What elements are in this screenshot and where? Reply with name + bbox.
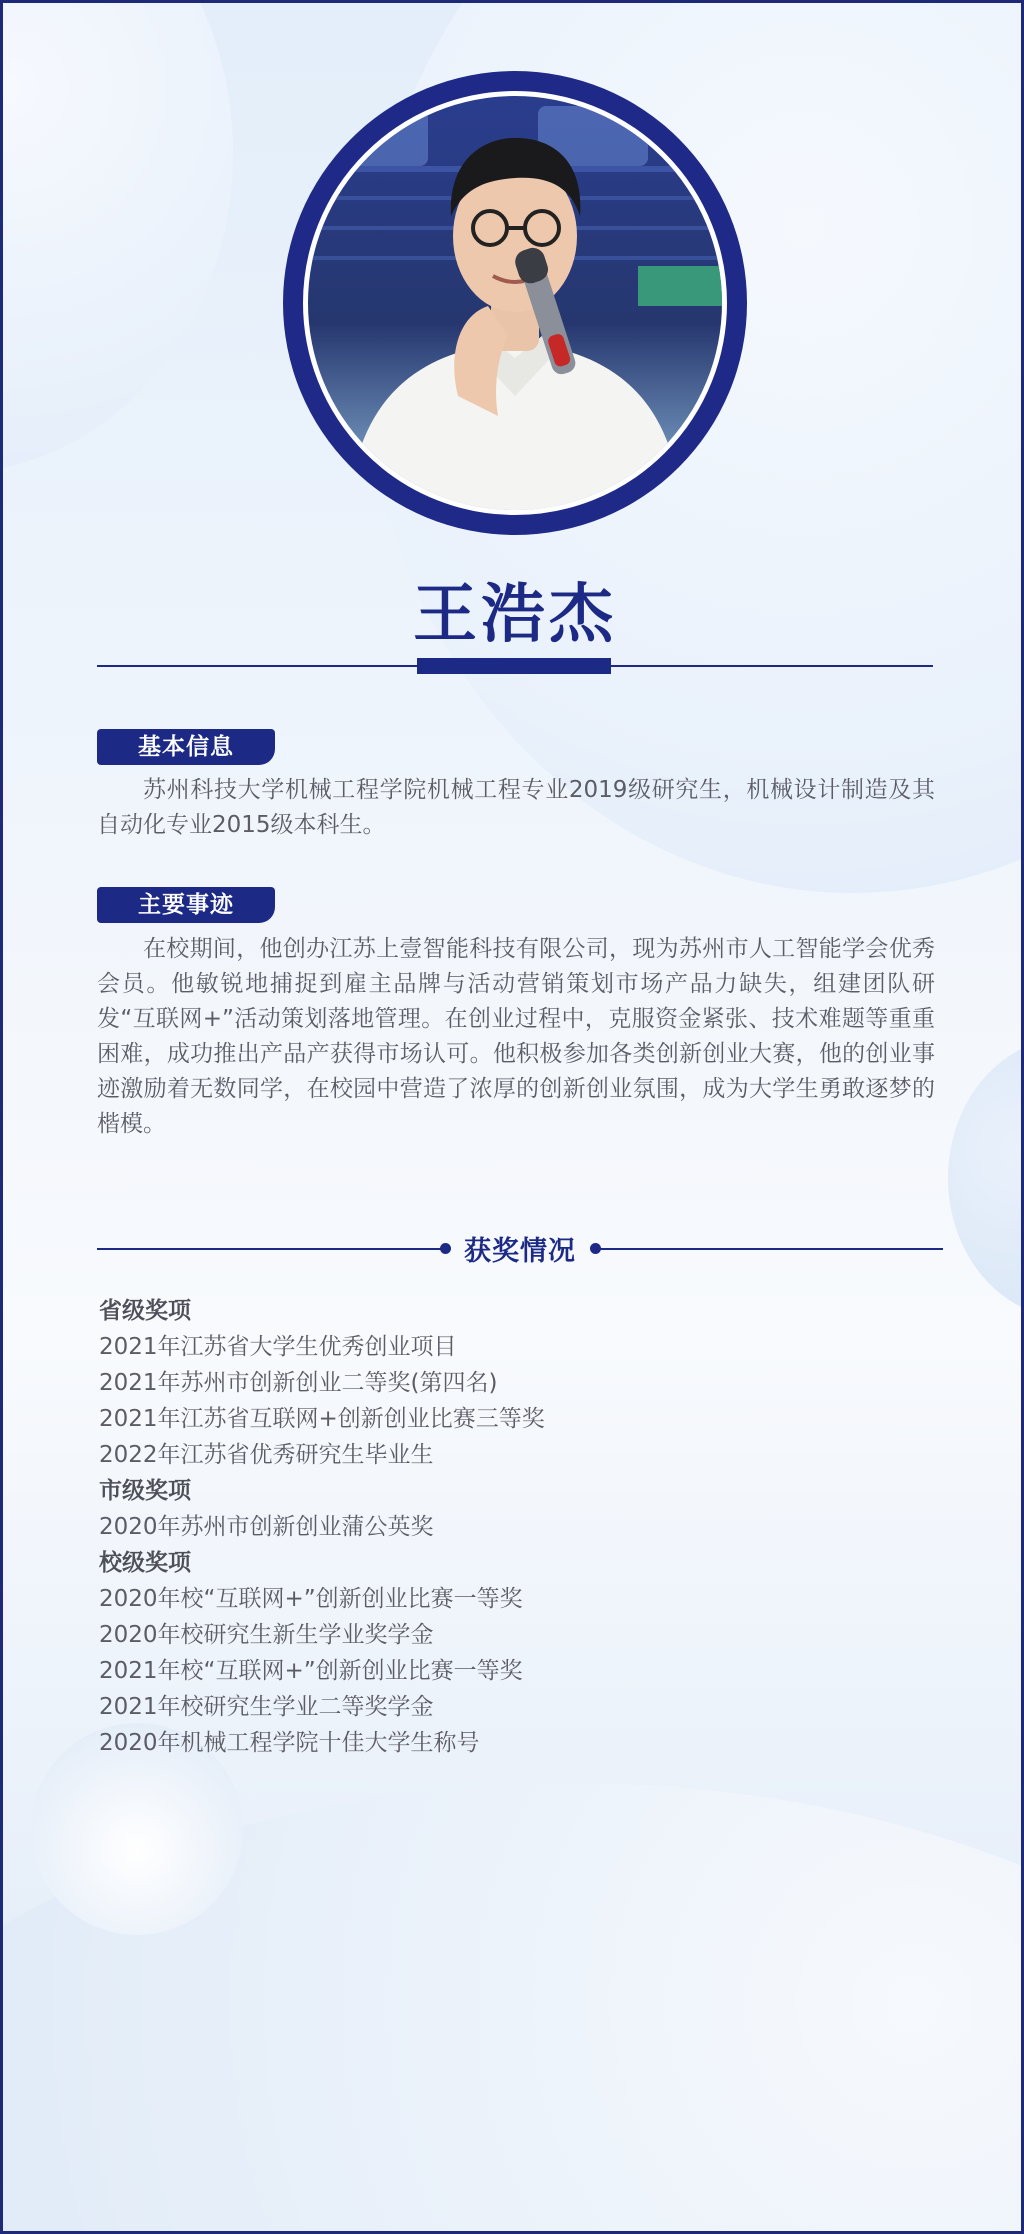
awards-divider-left: [97, 1248, 445, 1250]
section-tag-basic-info: 基本信息: [97, 729, 275, 765]
award-item: 2020年校研究生新生学业奖学金: [99, 1622, 434, 1648]
awards-title: 获奖情况: [464, 1236, 576, 1267]
awards-list: [99, 1293, 799, 1761]
name-underline-bar: [417, 658, 611, 674]
award-item: 2020年机械工程学院十佳大学生称号: [99, 1730, 480, 1756]
award-item: 2021年江苏省互联网+创新创业比赛三等奖: [99, 1406, 545, 1432]
award-category-city: 市级奖项: [99, 1478, 191, 1504]
basic-info-text: 苏州科技大学机械工程学院机械工程专业2019级研究生，机械设计制造及其自动化专业2015级本科生。: [97, 777, 935, 838]
award-item: 2021年苏州市创新创业二等奖(第四名): [99, 1370, 498, 1396]
section-tag-achievements: 主要事迹: [97, 887, 275, 923]
achievements-text: 在校期间，他创办江苏上壹智能科技有限公司，现为苏州市人工智能学会优秀会员。他敏锐地捕捉到雇主品牌与活动营销策划市场产品力缺失，组建团队研发“互联网+”活动策划落地管理。在创业过程中，克服资金紧张、技术难题等重重困难，成功推出产品产获得市场认可。他积极参加各类创新创业大赛，他的创业事迹激励着无数同学，在校园中营造了浓厚的创新创业氛围，成为大学生勇敢逐梦的楷模。: [97, 936, 935, 1137]
award-item: 2021年江苏省大学生优秀创业项目: [99, 1334, 457, 1360]
award-category-provincial: 省级奖项: [99, 1298, 191, 1324]
decor-bubble: [948, 1038, 1024, 1318]
portrait-photo: [308, 96, 722, 510]
awards-divider-dot: [440, 1243, 451, 1254]
award-category-school: 校级奖项: [99, 1550, 191, 1576]
avatar: [303, 91, 727, 515]
award-item: 2022年江苏省优秀研究生毕业生: [99, 1442, 434, 1468]
awards-divider-right: [595, 1248, 943, 1250]
decor-bubble: [0, 0, 233, 473]
award-item: 2021年校研究生学业二等奖学金: [99, 1694, 434, 1720]
award-item: 2020年苏州市创新创业蒲公英奖: [99, 1514, 434, 1540]
award-item: 2021年校“互联网+”创新创业比赛一等奖: [99, 1658, 523, 1684]
person-name: 王浩杰: [413, 578, 617, 652]
award-item: 2020年校“互联网+”创新创业比赛一等奖: [99, 1586, 523, 1612]
